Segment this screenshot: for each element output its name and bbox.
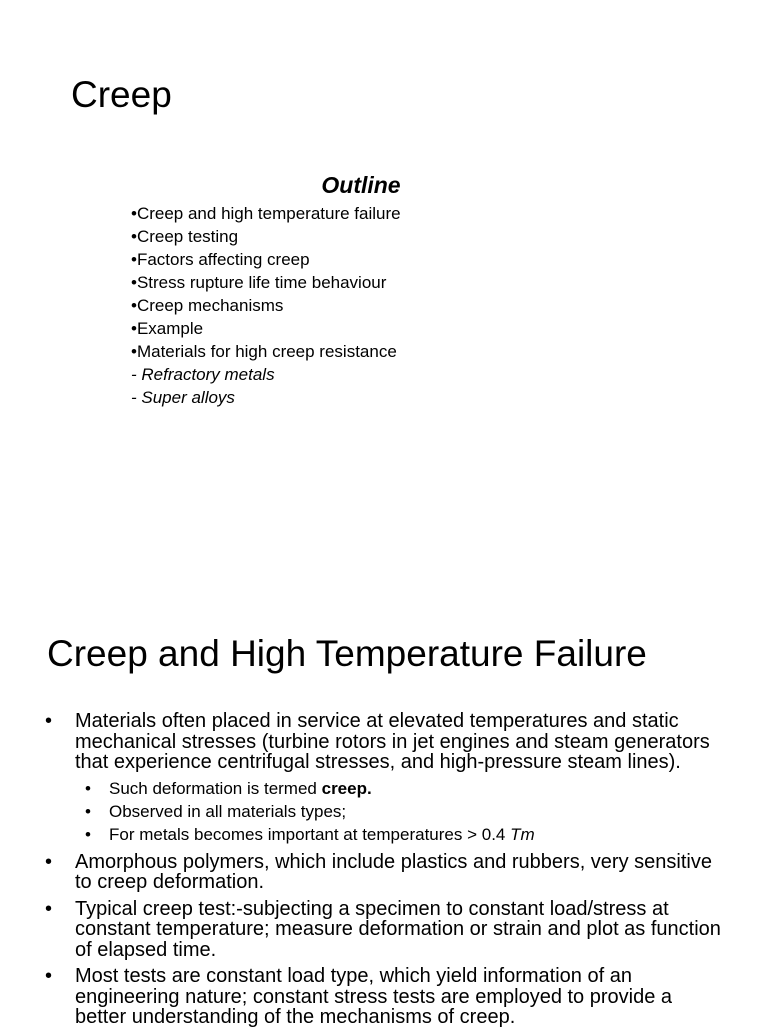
- bullet-item: [45, 711, 725, 846]
- slide-title: Creep: [71, 74, 172, 115]
- sub-bullet-item: [75, 800, 725, 823]
- outline-heading: Outline: [321, 172, 401, 198]
- bullet-text: Typical creep test:-subjecting a specimen to constant load/stress at constant temperature; measure deformation or strain and plot as function of elapsed time.: [75, 897, 721, 961]
- bullet-icon: •: [85, 824, 91, 844]
- outline-item: •Creep mechanisms: [131, 296, 284, 315]
- outline-item: •Creep testing: [131, 227, 239, 246]
- outline-item: •Stress rupture life time behaviour: [131, 273, 387, 292]
- sub-bullet-text: Such deformation is termed: [109, 778, 322, 798]
- bullet-text: Materials often placed in service at elevated temperatures and static mechanical stresses (turbine rotors in jet engines and steam generators that experience centrifugal stresses, and high-pressure steam lines).: [75, 710, 710, 773]
- melting-temp-symbol: Tm: [510, 824, 535, 844]
- sub-bullet-item: [75, 777, 725, 800]
- bullet-list: [45, 711, 725, 1034]
- sub-bullet-list: [75, 777, 725, 846]
- outline-subitem: - Refractory metals: [131, 365, 275, 384]
- bullet-icon: •: [45, 710, 53, 732]
- bullet-text: Most tests are constant load type, which yield information of an engineering nature; constant stress tests are employed to provide a better understanding of the mechanisms of creep.: [75, 965, 673, 1028]
- outline-item: •Creep and high temperature failure: [131, 204, 401, 223]
- bullet-icon: •: [85, 778, 91, 798]
- slide-title: Creep and High Temperature Failure: [47, 633, 647, 674]
- bullet-item: [45, 899, 725, 961]
- bullet-icon: •: [45, 965, 53, 987]
- outline-item: •Materials for high creep resistance: [131, 342, 397, 361]
- bullet-item: [45, 966, 725, 1028]
- sub-bullet-item: [75, 823, 725, 846]
- outline-list: [131, 202, 401, 409]
- outline-item: •Factors affecting creep: [131, 250, 310, 269]
- outline-subitem: - Super alloys: [131, 388, 235, 407]
- bullet-item: [45, 852, 725, 893]
- bullet-icon: •: [45, 850, 53, 873]
- slide-creep-failure: [0, 600, 768, 1028]
- sub-bullet-text: Observed in all materials types;: [109, 801, 347, 821]
- bullet-icon: •: [85, 801, 91, 821]
- creep-term: creep.: [321, 778, 372, 798]
- bullet-icon: •: [45, 897, 53, 920]
- sub-bullet-text: For metals becomes important at temperatures > 0.4: [109, 824, 511, 844]
- bullet-text: Amorphous polymers, which include plastics and rubbers, very sensitive to creep deformation.: [75, 850, 712, 893]
- outline-item: •Example: [131, 319, 204, 338]
